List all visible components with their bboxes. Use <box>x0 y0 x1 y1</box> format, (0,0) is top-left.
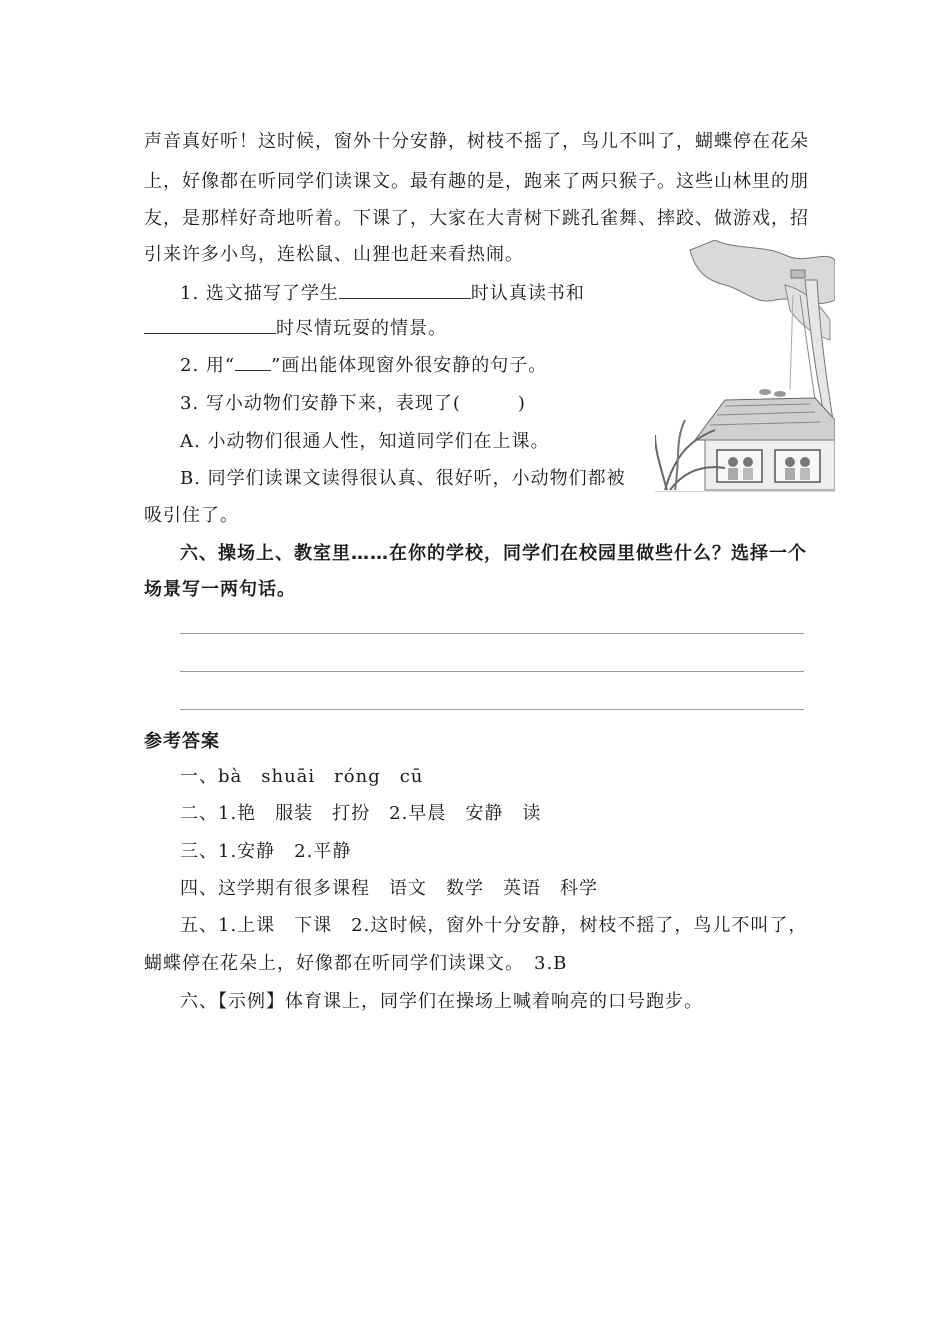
classroom-illustration <box>655 240 835 492</box>
answer-6: 六、【示例】体育课上，同学们在操场上喊着响亮的口号跑步。 <box>180 991 703 1012</box>
question-1-cont <box>144 317 447 341</box>
question-2-text-a: 2. 用“ <box>180 355 236 376</box>
answer-5-cont: 蝴蝶停在花朵上，好像都在听同学们读课文。 3.B <box>144 953 568 974</box>
section-6-prompt: 六、操场上、教室里……在你的学校，同学们在校园里做些什么？选择一个 <box>180 543 807 564</box>
answer-3: 三、1.安静 2.平静 <box>180 841 352 862</box>
underline-sample <box>235 354 271 371</box>
question-2 <box>180 354 547 378</box>
answers-title: 参考答案 <box>144 731 220 752</box>
answer-blank-2[interactable] <box>144 317 276 334</box>
question-1-text-c: 时尽情玩耍的情景。 <box>276 318 447 339</box>
passage-line-2: 上，好像都在听同学们读课文。最有趣的是，跑来了两只猴子。这些山林里的朋 <box>144 171 809 192</box>
section-6-prompt-cont: 场景写一两句话。 <box>144 579 296 600</box>
question-3: 3. 写小动物们安静下来，表现了( ) <box>180 393 526 414</box>
question-1 <box>180 282 585 306</box>
question-1-text-b: 时认真读书和 <box>470 283 585 304</box>
answer-1: 一、bà shuāi róng cū <box>180 766 424 787</box>
passage-line-3: 友，是那样好奇地听着。下课了，大家在大青树下跳孔雀舞、摔跤、做游戏，招 <box>144 208 809 229</box>
passage-line-1: 声音真好听！这时候，窗外十分安静，树枝不摇了，鸟儿不叫了，蝴蝶停在花朵 <box>144 131 809 152</box>
answer-4: 四、这学期有很多课程 语文 数学 英语 科学 <box>180 878 598 899</box>
answer-blank-1[interactable] <box>339 282 471 299</box>
option-b-cont: 吸引住了。 <box>144 505 239 526</box>
question-2-text-b: ”画出能体现窗外很安静的句子。 <box>271 355 548 376</box>
answer-5: 五、1.上课 下课 2.这时候，窗外十分安静，树枝不摇了，鸟儿不叫了， <box>180 915 808 936</box>
option-a: A. 小动物们很通人性，知道同学们在上课。 <box>180 431 550 452</box>
question-1-text-a: 1. 选文描写了学生 <box>180 283 339 304</box>
writing-line-1[interactable] <box>180 633 804 634</box>
answer-2: 二、1.艳 服装 打扮 2.早晨 安静 读 <box>180 803 542 824</box>
writing-line-3[interactable] <box>180 709 804 710</box>
passage-line-4: 引来许多小鸟，连松鼠、山狸也赶来看热闹。 <box>144 244 524 265</box>
writing-line-2[interactable] <box>180 671 804 672</box>
option-b: B. 同学们读课文读得很认真、很好听，小动物们都被 <box>180 468 626 489</box>
